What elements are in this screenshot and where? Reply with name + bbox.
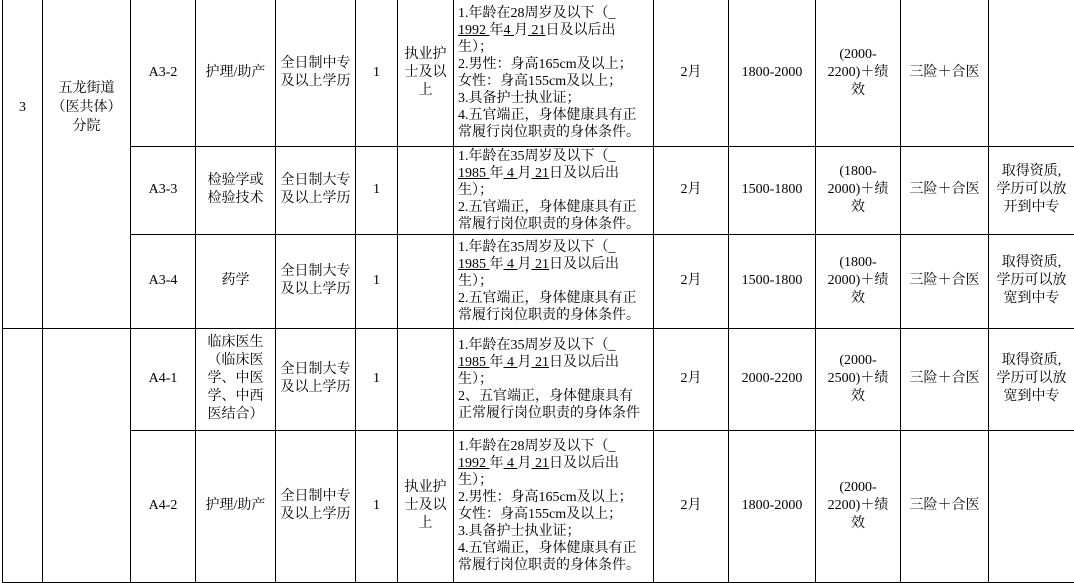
cell-position-code: A3-3 — [131, 146, 196, 234]
cell-notes — [989, 0, 1074, 146]
cell-certificate — [398, 146, 454, 234]
cell-salary: 1800-2000 — [729, 0, 816, 146]
cell-salary: 2000-2200 — [729, 328, 816, 430]
cell-position-name: 检验学或 检验技术 — [196, 146, 276, 234]
cell-insurance: 三险＋合医 — [901, 328, 989, 430]
table-row-a3-2 — [3, 0, 1074, 146]
cell-position-code: A3-4 — [131, 234, 196, 328]
cell-requirements: 1.年龄在28周岁及以下（_ 1992 年4 月 21日及以后出 生）； 2.男性：身高165cm及以上； 女性：身高155cm及以上； 3.具备护士执业证； 4.五官端正，身体健康具有正 常履行岗位职责的身体条件。 — [454, 0, 654, 146]
cell-month: 2月 — [654, 328, 729, 430]
cell-month: 2月 — [654, 0, 729, 146]
cell-month: 2月 — [654, 430, 729, 582]
cell-position-name: 临床医生 （临床医 学、中医 学、中西 医结合） — [196, 328, 276, 430]
cell-education: 全日制大专 及以上学历 — [276, 328, 356, 430]
cell-group-unit — [43, 328, 131, 582]
cell-insurance: 三险＋合医 — [901, 430, 989, 582]
cell-bonus: (1800- 2000)＋绩 效 — [816, 234, 901, 328]
cell-position-name: 护理/助产 — [196, 430, 276, 582]
cell-position-code: A3-2 — [131, 0, 196, 146]
cell-bonus: (2000- 2200)＋绩 效 — [816, 430, 901, 582]
cell-position-name: 药学 — [196, 234, 276, 328]
cell-insurance: 三险＋合医 — [901, 0, 989, 146]
cell-certificate — [398, 234, 454, 328]
cell-position-code: A4-1 — [131, 328, 196, 430]
cell-requirements: 1.年龄在35周岁及以下（_ 1985 年 4 月 21日及以后出 生）； 2、五官端正，身体健康具有 正常履行岗位职责的身体条件 — [454, 328, 654, 430]
cell-headcount: 1 — [356, 430, 398, 582]
cell-notes: 取得资质, 学历可以放 宽到中专 — [989, 328, 1074, 430]
cell-salary: 1500-1800 — [729, 234, 816, 328]
cell-notes — [989, 430, 1074, 582]
cell-position-name: 护理/助产 — [196, 0, 276, 146]
cell-notes: 取得资质, 学历可以放 宽到中专 — [989, 234, 1074, 328]
table-row-a3-4 — [3, 234, 1074, 328]
cell-bonus: (2000- 2200)＋绩 效 — [816, 0, 901, 146]
table-row-a3-3 — [3, 146, 1074, 234]
cell-requirements: 1.年龄在35周岁及以下（_ 1985 年 4 月 21日及以后出 生）； 2.五官端正，身体健康具有正 常履行岗位职责的身体条件。 — [454, 146, 654, 234]
cell-group-seq: 3 — [3, 0, 43, 328]
cell-group-unit: 五龙街道 （医共体） 分院 — [43, 0, 131, 328]
cell-certificate: 执业护 士及以 上 — [398, 0, 454, 146]
cell-requirements: 1.年龄在35周岁及以下（_ 1985 年 4 月 21日及以后出 生）； 2.五官端正，身体健康具有正 常履行岗位职责的身体条件。 — [454, 234, 654, 328]
cell-certificate — [398, 328, 454, 430]
cell-month: 2月 — [654, 146, 729, 234]
table-row-a4-2 — [3, 430, 1074, 582]
cell-education: 全日制中专 及以上学历 — [276, 0, 356, 146]
cell-insurance: 三险＋合医 — [901, 146, 989, 234]
cell-education: 全日制大专 及以上学历 — [276, 146, 356, 234]
cell-education: 全日制中专 及以上学历 — [276, 430, 356, 582]
cell-headcount: 1 — [356, 234, 398, 328]
cell-bonus: (2000- 2500)＋绩 效 — [816, 328, 901, 430]
cell-group-seq — [3, 328, 43, 582]
cell-notes: 取得资质, 学历可以放 开到中专 — [989, 146, 1074, 234]
cell-salary: 1500-1800 — [729, 146, 816, 234]
table-row-a4-1 — [3, 328, 1074, 430]
cell-bonus: (1800- 2000)＋绩 效 — [816, 146, 901, 234]
recruitment-table — [2, 0, 1074, 583]
cell-salary: 1800-2000 — [729, 430, 816, 582]
cell-requirements: 1.年龄在28周岁及以下（_ 1992 年 4 月 21日及以后出 生）； 2.男性：身高165cm及以上； 女性：身高155cm及以上； 3.具备护士执业证； 4.五官端正，身体健康具有正 常履行岗位职责的身体条件。 — [454, 430, 654, 582]
cell-insurance: 三险＋合医 — [901, 234, 989, 328]
cell-education: 全日制大专 及以上学历 — [276, 234, 356, 328]
cell-headcount: 1 — [356, 328, 398, 430]
cell-certificate: 执业护 士及以 上 — [398, 430, 454, 582]
cell-position-code: A4-2 — [131, 430, 196, 582]
cell-headcount: 1 — [356, 0, 398, 146]
cell-headcount: 1 — [356, 146, 398, 234]
cell-month: 2月 — [654, 234, 729, 328]
